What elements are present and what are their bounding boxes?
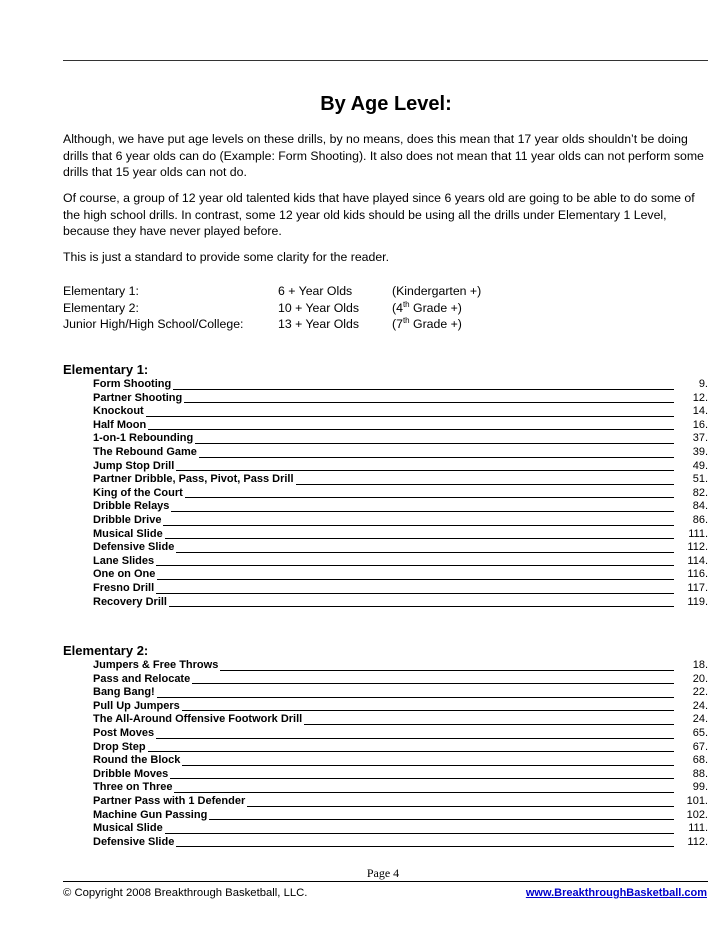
toc-entry-page: 111. — [688, 822, 708, 835]
page-title: By Age Level: — [320, 93, 452, 115]
intro-paragraph-3: This is just a standard to provide some clarity for the reader. — [63, 250, 390, 264]
toc-leader-line — [174, 792, 674, 793]
toc-entry[interactable] — [93, 555, 708, 569]
toc-entry-title: Half Moon — [93, 418, 147, 431]
toc-entry-page: 37. — [692, 432, 708, 445]
toc-leader-line — [148, 429, 674, 430]
toc-leader-line — [156, 738, 674, 739]
level-name: Junior High/High School/College: — [63, 317, 244, 332]
toc-entry-title: Dribble Relays — [93, 500, 170, 513]
toc-entry-page: 67. — [692, 740, 708, 753]
toc-entry-page: 88. — [692, 767, 708, 780]
toc-leader-line — [247, 806, 674, 807]
toc-entry-page: 102. — [686, 808, 708, 821]
toc-leader-line — [209, 819, 674, 820]
toc-entry[interactable] — [93, 741, 708, 755]
toc-leader-line — [184, 402, 674, 403]
toc-leader-line — [176, 470, 674, 471]
toc-entry-title: Defensive Slide — [93, 541, 175, 554]
toc-entry-page: 114. — [687, 554, 708, 567]
toc-leader-line — [148, 751, 674, 752]
toc-leader-line — [199, 457, 674, 458]
toc-leader-line — [176, 552, 674, 553]
toc-leader-line — [220, 670, 674, 671]
toc-entry-title: Dribble Moves — [93, 767, 169, 780]
toc-list-elementary-1 — [93, 378, 708, 609]
toc-entry[interactable] — [93, 713, 708, 727]
toc-entry-title: Post Moves — [93, 726, 155, 739]
toc-entry-title: Partner Pass with 1 Defender — [93, 794, 246, 807]
toc-entry[interactable] — [93, 378, 708, 392]
toc-entry-page: 9. — [698, 378, 708, 390]
toc-leader-line — [165, 538, 674, 539]
toc-entry-title: Pull Up Jumpers — [93, 699, 180, 712]
toc-entry-title: Musical Slide — [93, 527, 163, 540]
toc-entry-title: Drop Step — [93, 740, 146, 753]
toc-entry-title: Machine Gun Passing — [93, 808, 208, 821]
toc-entry-page: 86. — [692, 513, 708, 526]
toc-leader-line — [157, 697, 674, 698]
toc-entry-page: 119. — [687, 595, 708, 608]
toc-leader-line — [296, 484, 674, 485]
toc-entry[interactable] — [93, 582, 708, 596]
toc-leader-line — [192, 683, 674, 684]
toc-entry[interactable] — [93, 809, 708, 823]
toc-entry[interactable] — [93, 392, 708, 406]
level-grade: (4th Grade +) — [392, 299, 462, 315]
toc-entry-title: Lane Slides — [93, 554, 155, 567]
header-rule — [63, 60, 708, 61]
toc-entry-title: Knockout — [93, 405, 144, 418]
toc-entry-title: Fresno Drill — [93, 581, 155, 594]
toc-entry-title: Pass and Relocate — [93, 672, 191, 685]
toc-entry-page: 39. — [692, 445, 708, 458]
toc-entry-page: 112. — [687, 835, 708, 848]
toc-entry[interactable] — [93, 673, 708, 687]
toc-entry-title: Jump Stop Drill — [93, 459, 175, 472]
toc-leader-line — [156, 593, 674, 594]
toc-entry[interactable] — [93, 528, 708, 542]
toc-entry[interactable] — [93, 686, 708, 700]
section-heading-elementary-1: Elementary 1: — [63, 362, 149, 377]
toc-entry-page: 99. — [692, 781, 708, 794]
toc-entry-title: Dribble Drive — [93, 513, 162, 526]
toc-list-elementary-2 — [93, 659, 708, 849]
toc-entry[interactable] — [93, 419, 708, 433]
toc-entry-page: 24. — [692, 713, 708, 726]
level-age: 6 + Year Olds — [278, 284, 353, 298]
age-levels-table — [63, 283, 713, 333]
toc-entry-page: 14. — [692, 405, 708, 418]
toc-entry-page: 16. — [692, 418, 708, 431]
toc-entry[interactable] — [93, 541, 708, 555]
toc-entry-title: Three on Three — [93, 781, 173, 794]
toc-entry-title: The Rebound Game — [93, 445, 197, 458]
toc-entry[interactable] — [93, 446, 708, 460]
toc-entry[interactable] — [93, 727, 708, 741]
toc-leader-line — [195, 443, 674, 444]
toc-entry-title: Partner Shooting — [93, 391, 183, 404]
toc-entry-title: Round the Block — [93, 754, 181, 767]
toc-leader-line — [170, 778, 674, 779]
footer-rule — [63, 881, 708, 882]
toc-entry-page: 84. — [692, 500, 708, 513]
footer-website-link[interactable]: www.BreakthroughBasketball.com — [525, 887, 707, 899]
footer-copyright: © Copyright 2008 Breakthrough Basketball, LLC. — [63, 887, 308, 899]
toc-entry-page: 101. — [686, 794, 708, 807]
toc-entry[interactable] — [93, 768, 708, 782]
toc-entry-title: The All-Around Offensive Footwork Drill — [93, 713, 303, 726]
toc-leader-line — [169, 606, 674, 607]
toc-entry-title: One on One — [93, 568, 156, 581]
toc-entry-title: Form Shooting — [93, 378, 172, 390]
level-age: 10 + Year Olds — [278, 300, 360, 315]
toc-entry-page: 112. — [687, 541, 708, 554]
toc-leader-line — [163, 525, 674, 526]
toc-entry-title: 1-on-1 Rebounding — [93, 432, 194, 445]
toc-entry-page: 117. — [687, 581, 708, 594]
toc-entry-page: 24. — [692, 699, 708, 712]
level-name: Elementary 2: — [63, 300, 139, 315]
intro-paragraph-1: Although, we have put age levels on these drills, by no means, does this mean that 17 year olds shouldn’t be doing drills that 6 year olds can do (Example: Form Shooting). It also does not mean that 11 year olds can not perform some drills that 15 year olds can not do. — [63, 132, 704, 180]
toc-entry[interactable] — [93, 781, 708, 795]
toc-entry-page: 20. — [692, 672, 708, 685]
toc-entry-title: Partner Dribble, Pass, Pivot, Pass Drill — [93, 473, 294, 486]
toc-leader-line — [182, 710, 674, 711]
toc-entry-title: Bang Bang! — [93, 686, 155, 699]
toc-entry-title: Jumpers & Free Throws — [93, 659, 219, 671]
toc-leader-line — [165, 833, 674, 834]
toc-entry-title: Musical Slide — [93, 822, 163, 835]
toc-entry-title: Recovery Drill — [93, 595, 167, 608]
toc-entry[interactable] — [93, 596, 708, 610]
toc-leader-line — [176, 846, 674, 847]
level-age: 13 + Year Olds — [278, 317, 360, 332]
toc-entry[interactable] — [93, 700, 708, 714]
toc-entry-page: 116. — [687, 568, 708, 581]
toc-leader-line — [182, 765, 674, 766]
toc-entry-page: 51. — [692, 473, 708, 486]
toc-leader-line — [304, 724, 674, 725]
toc-leader-line — [185, 497, 674, 498]
toc-entry[interactable] — [93, 822, 708, 836]
level-name: Elementary 1: — [63, 284, 139, 298]
toc-entry-page: 82. — [692, 486, 708, 499]
age-level-row — [63, 300, 713, 317]
toc-entry[interactable] — [93, 568, 708, 582]
toc-entry-page: 49. — [692, 459, 708, 472]
toc-entry-title: Defensive Slide — [93, 835, 175, 848]
toc-entry[interactable] — [93, 432, 708, 446]
toc-leader-line — [171, 511, 674, 512]
toc-entry[interactable] — [93, 473, 708, 487]
toc-leader-line — [156, 565, 674, 566]
intro-paragraph-2: Of course, a group of 12 year old talented kids that have played since 6 years old are going to be able to do some of the high school drills. In contrast, some 12 year old kids should be using all the drills under Elementary 1 Level, because they have never played before. — [63, 191, 695, 239]
toc-entry[interactable] — [93, 500, 708, 514]
toc-entry[interactable] — [93, 487, 708, 501]
toc-entry[interactable] — [93, 754, 708, 768]
toc-entry-page: 111. — [688, 527, 708, 540]
toc-entry-page: 68. — [692, 754, 708, 767]
toc-entry[interactable] — [93, 836, 708, 850]
level-grade: (7th Grade +) — [392, 316, 462, 332]
toc-entry-page: 12. — [692, 391, 708, 404]
toc-leader-line — [173, 389, 674, 390]
toc-entry[interactable] — [93, 405, 708, 419]
toc-entry-title: King of the Court — [93, 486, 183, 499]
age-level-row — [63, 283, 713, 300]
toc-leader-line — [146, 416, 674, 417]
toc-entry[interactable] — [93, 514, 708, 528]
toc-entry[interactable] — [93, 460, 708, 474]
age-level-row — [63, 316, 713, 333]
toc-entry-page: 18. — [692, 659, 708, 671]
toc-entry[interactable] — [93, 795, 708, 809]
toc-entry[interactable] — [93, 659, 708, 673]
toc-entry-page: 22. — [692, 686, 708, 699]
toc-leader-line — [157, 579, 674, 580]
page-number: Page 4 — [366, 866, 400, 880]
level-grade: (Kindergarten +) — [392, 284, 482, 298]
section-heading-elementary-2: Elementary 2: — [63, 643, 149, 658]
toc-entry-page: 65. — [692, 726, 708, 739]
